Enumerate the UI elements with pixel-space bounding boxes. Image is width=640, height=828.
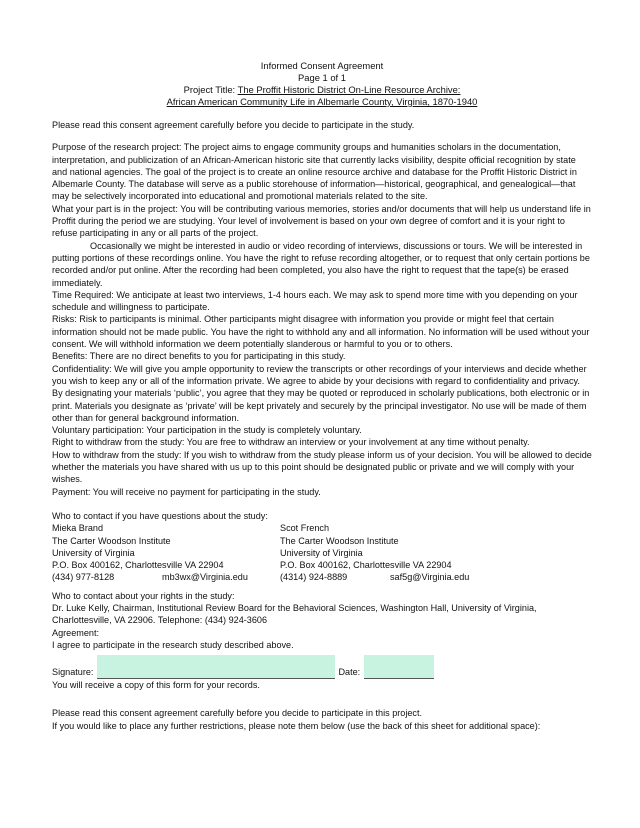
contacts-block [52,522,532,583]
section-confidentiality: Confidentiality: We will give you ample opportunity to review the transcripts or other recordings of your interviews and decide whether you wish to keep any or all of the information private. We agree to abide by your decisions with regard to confidentiality and privacy. By designating your materials ‘public’, you agree that they may be quoted or reproduced in scholarly publications, both electronic or in print. Materials you designate as ‘private’ will be kept privately and securely by the principal investigator. No use will be made of them other than for general background information. [52,363,590,423]
section-voluntary: Voluntary participation: Your participation in the study is completely voluntary. [52,425,362,436]
copy-note: You will receive a copy of this form for your records. [52,680,260,691]
signature-label: Signature: [52,666,94,677]
project-title-prefix: Project Title: [183,84,238,95]
signature-field[interactable] [97,655,335,679]
contacts-heading: Who to contact if you have questions about the study: [52,510,268,521]
date-field[interactable] [364,655,434,679]
contact-name: Mieka Brand [52,523,104,534]
signature-row [52,655,592,679]
document-title: Informed Consent Agreement [260,60,384,71]
contact-phone: (4314) 924-8889 [280,572,348,583]
section-how-withdraw: How to withdraw from the study: If you wish to withdraw from the study please inform us of your decision. You will be allowed to decide whether the materials you have shared with us up to this point should be designated public or private and we will comply with your wishes. [52,449,592,485]
rights-contact: Dr. Luke Kelly, Chairman, Institutional Review Board for the Behavioral Sciences, Washington Hall, University of Virginia, Charlottesville, VA 22906. Telephone: (434) 924-3606 [52,602,537,626]
footer-reread: Please read this consent agreement carefully before you decide to participate in this project. [52,708,423,719]
contact-address: P.O. Box 400162, Charlottesville VA 22904 [280,560,452,571]
contact-university: University of Virginia [280,547,363,558]
contact-university: University of Virginia [52,547,135,558]
contact-email: saf5g@Virginia.edu [390,572,470,583]
page-number: Page 1 of 1 [298,72,346,83]
consent-document [52,60,592,732]
section-benefits: Benefits: There are no direct benefits to you for participating in this study. [52,351,346,362]
section-time: Time Required: We anticipate at least two interviews, 1-4 hours each. We may ask to spend more time with you depending on your schedule and willingness to participate. [52,289,578,313]
document-header [52,60,592,108]
project-title-line [52,84,592,96]
agreement-statement: I agree to participate in the research study described above. [52,639,294,650]
section-risks: Risks: Risk to participants is minimal. Other participants might disagree with information you provide or might feel that certain information should not be made public. You have the right to withhold any and all information. No information will be used without your consent. We will withhold information we deem potentially slanderous or harmful to you or to others. [52,314,590,350]
contact-org: The Carter Woodson Institute [52,535,171,546]
section-purpose: Purpose of the research project: The project aims to engage community groups and humanities scholars in the documentation, interpretation, and publicization of an African-American historic site that currently lacks visibility, despite official recognition by state and national agencies. The goal of the project is to create an online resource archive and database for the Proffit Historic District in Albemarle County. The database will serve as a public storehouse of information—historical, geographical, and genealogical—that may be selectively incorporated into educational and promotional materials related to the site. [52,142,577,202]
intro-text: Please read this consent agreement carefully before you decide to participate in the study. [52,120,415,130]
contact-email: mb3wx@Virginia.edu [162,572,248,583]
contact-name: Scot French [280,523,330,534]
project-title: The Proffit Historic District On-Line Resource Archive: [237,84,461,95]
section-right-withdraw: Right to withdraw from the study: You are free to withdraw an interview or your involvement at any time without penalty. [52,437,530,448]
contact-phone: (434) 977-8128 [52,572,115,583]
footer-restrictions: If you would like to place any further restrictions, please note them below (use the back of this sheet for additional space): [52,720,541,731]
section-recording: Occasionally we might be interested in audio or video recording of interviews, discussions or tours. We will be interested in putting portions of these recordings online. You have the right to refuse recording altogether, or to request that only certain portions be recorded and/or put online. After the recording had been completed, you also have the right to request that the tape(s) be erased immediately. [52,240,590,288]
rights-heading: Who to contact about your rights in the study: [52,590,235,601]
section-payment: Payment: You will receive no payment for participating in the study. [52,486,321,497]
project-subtitle: African American Community Life in Albemarle County, Virginia, 1870-1940 [166,96,478,107]
contact-card [52,522,280,583]
contact-card [280,522,508,583]
contact-address: P.O. Box 400162, Charlottesville VA 22904 [52,560,224,571]
agreement-label: Agreement: [52,627,100,638]
date-label: Date: [338,666,361,677]
section-part: What your part is in the project: You will be contributing various memories, stories and/or documents that will help us understand life in Proffit during the period we are studying. Your level of involvement is based on your own degree of comfort and it is your right to refuse participating in any or all parts of the project. [52,203,591,239]
contact-org: The Carter Woodson Institute [280,535,399,546]
